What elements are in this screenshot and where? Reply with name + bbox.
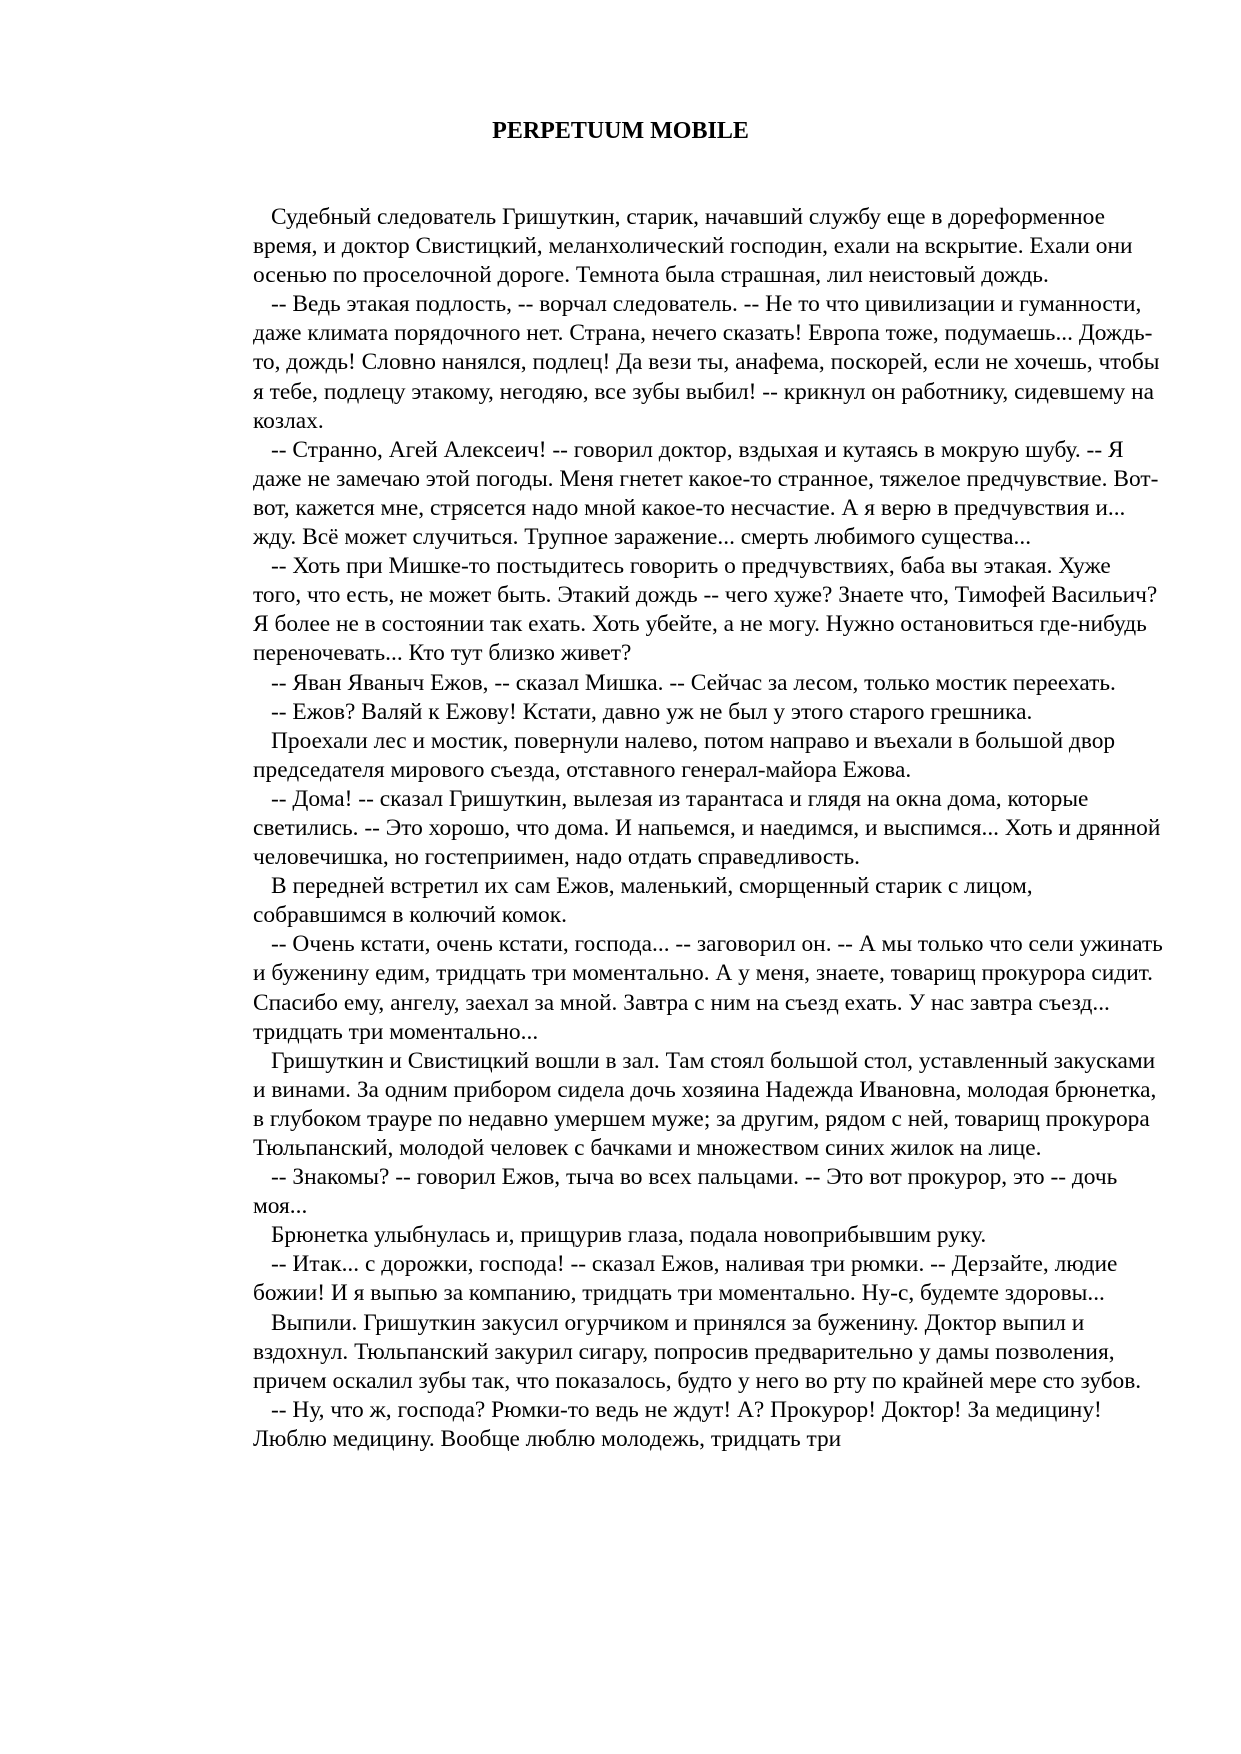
paragraph-15: Выпили. Гришуткин закусил огурчиком и принялся за буженину. Доктор выпил и вздохнул. Тюльпанский закурил сигару, попросив предварительно у дамы позволения, причем оскалил зубы так, что показалось, будто у него во рту по крайней мере сто зубов.: [253, 1309, 1142, 1394]
paragraph-14: -- Итак... с дорожки, господа! -- сказал Ежов, наливая три рюмки. -- Дерзайте, людие божии! И я выпью за компанию, тридцать три моментально. Ну-с, будемте здоровы...: [253, 1251, 1118, 1307]
page-title: PERPETUUM MOBILE: [492, 118, 749, 144]
paragraph-7: Проехали лес и мостик, повернули налево, потом направо и въехали в большой двор председателя мирового съезда, отставного генерал-майора Ежова.: [253, 727, 1116, 783]
paragraph-12: -- Знакомы? -- говорил Ежов, тыча во всех пальцами. -- Это вот прокурор, это -- дочь моя...: [253, 1164, 1118, 1220]
paragraph-11: Гришуткин и Свистицкий вошли в зал. Там стоял большой стол, уставленный закусками и винами. За одним прибором сидела дочь хозяина Надежда Ивановна, молодая брюнетка, в глубоком трауре по недавно умершем муже; за другим, рядом с ней, товарищ прокурора Тюльпанский, молодой человек с бачками и множеством синих жилок на лице.: [253, 1047, 1157, 1161]
paragraph-3: -- Странно, Агей Алексеич! -- говорил доктор, вздыхая и кутаясь в мокрую шубу. -- Я даже не замечаю этой погоды. Меня гнетет какое-то странное, тяжелое предчувствие. Вот-вот, кажется мне, стрясется надо мной какое-то несчастие. А я верю в предчувствия и... жду. Всё может случиться. Трупное заражение... смерть любимого существа...: [253, 436, 1159, 551]
paragraph-6: -- Ежов? Валяй к Ежову! Кстати, давно уж не был у этого старого грешника.: [271, 698, 1033, 725]
paragraph-4: -- Хоть при Мишке-то постыдитесь говорить о предчувствиях, баба вы этакая. Хуже того, что есть, не может быть. Этакий дождь -- чего хуже? Знаете что, Тимофей Васильич? Я более не в состоянии так ехать. Хоть убейте, а не могу. Нужно остановиться где-нибудь переночевать... Кто тут близко живет?: [253, 553, 1158, 667]
paragraph-5: -- Яван Яваныч Ежов, -- сказал Мишка. -- Сейчас за лесом, только мостик переехать.: [271, 669, 1116, 696]
paragraph-1: Судебный следователь Гришуткин, старик, начавший службу еще в дореформенное время, и доктор Свистицкий, меланхолический господин, ехали на вскрытие. Ехали они осенью по проселочной дороге. Темнота была страшная, лил неистовый дождь.: [253, 204, 1133, 289]
paragraph-2: -- Ведь этакая подлость, -- ворчал следователь. -- Не то что цивилизации и гуманности, даже климата порядочного нет. Страна, нечего сказать! Европа тоже, подумаешь... Дождь-то, дождь! Словно нанялся, подлец! Да вези ты, анафема, поскорей, если не хочешь, чтобы я тебе, подлецу этакому, негодяю, все зубы выбил! -- крикнул он работнику, сидевшему на козлах.: [253, 291, 1160, 434]
paragraph-13: Брюнетка улыбнулась и, прищурив глаза, подала новоприбывшим руку.: [271, 1222, 987, 1249]
paragraph-9: В передней встретил их сам Ежов, маленький, сморщенный старик с лицом, собравшимся в колючий комок.: [253, 873, 1033, 929]
document-body: [253, 203, 1163, 1454]
paragraph-8: -- Дома! -- сказал Гришуткин, вылезая из тарантаса и глядя на окна дома, которые светились. -- Это хорошо, что дома. И напьемся, и наедимся, и выспимся... Хоть и дрянной человечишка, но гостеприимен, надо отдать справедливость.: [253, 785, 1161, 871]
paragraph-16: -- Ну, что ж, господа? Рюмки-то ведь не ждут! А? Прокурор! Доктор! За медицину! Люблю медицину. Вообще люблю молодежь, тридцать три: [253, 1396, 1102, 1452]
paragraph-10: -- Очень кстати, очень кстати, господа... -- заговорил он. -- А мы только что сели ужинать и буженину едим, тридцать три моментально. А у меня, знаете, товарищ прокурора сидит. Спасибо ему, ангелу, заехал за мной. Завтра с ним на съезд ехать. У нас завтра съезд... тридцать три моментально...: [253, 931, 1163, 1045]
